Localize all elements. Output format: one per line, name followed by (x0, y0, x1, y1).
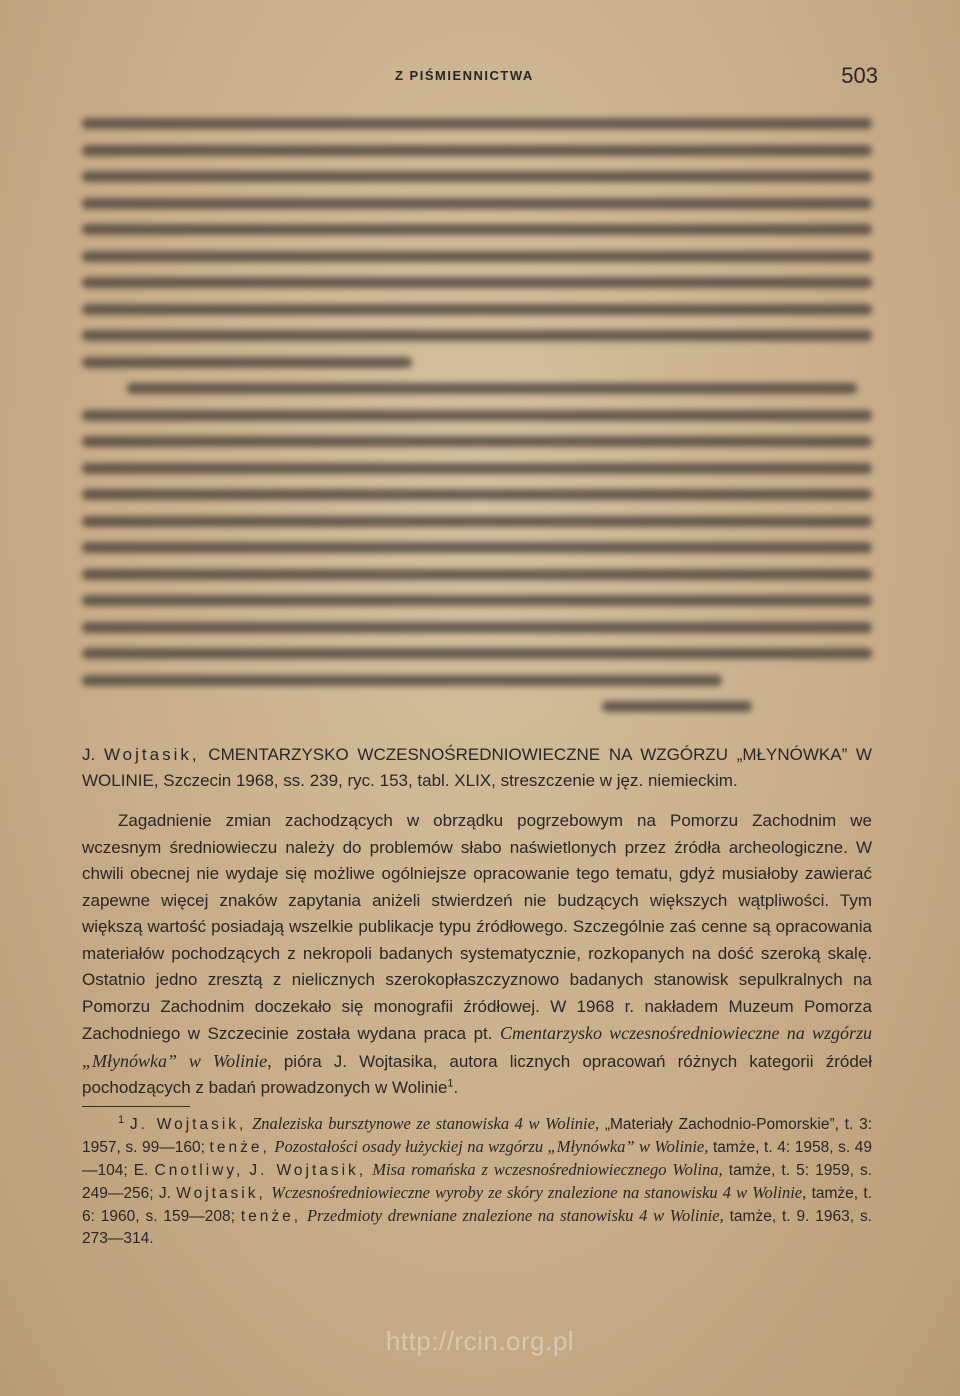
footnote-mark: 1 (118, 1113, 125, 1126)
footnote-author-4: Wojtasik, (176, 1184, 266, 1202)
footnote-author-1: J. Wojtasik, (129, 1115, 247, 1133)
paragraph-text-a: Zagadnienie zmian zachodzących w obrządku pogrzebowym na Pomorzu Zachodnim we wczesnym średniowieczu należy do problemów słabo naświetlonych przez źródła archeologiczne. W chwili obecnej nie wydaje się możliwe ogólniejsze opracowanie tego tematu, gdyż musiałoby zawierać zapewne więcej znaków zapytania aniżeli stwierdzeń nie budzących większych wątpliwości. Tym większą wartość posiadają wszelkie publikacje typu źródłowego. Szczególnie zaś cenne są opracowania materiałów pochodzących z nekropoli badanych systematycznie, rozkopanych na dość szeroką skalę. Ostatnio jedno zresztą z nielicznych szerokopłaszczyznowo badanych stanowisk sepulkralnych na Pomorzu Zachodnim doczekało się monografii źródłowej. W 1968 r. nakładem Muzeum Pomorza Zachodniego w Szczecinie została wydana praca pt. (82, 811, 872, 1043)
paragraph-text-b: pióra J. Wojtasika, autora licznych opracowań różnych kategorii źródeł pochodzących z badań prowadzonych w Wolinie (82, 1051, 873, 1097)
footnote-title-1: Znaleziska bursztynowe ze stanowiska 4 w Wolinie, (252, 1113, 600, 1133)
paragraph-book-title: Cmentarzysko wczesnośredniowieczne na wzgórzu „Młynówka” w Wolinie, (82, 1023, 872, 1071)
footnote-title-4: Wczesnośredniowieczne wyroby ze skóry znalezione na stanowisku 4 w Wolinie, (271, 1182, 807, 1202)
footnote-text-2: tamże, t. 4: 1958, s. 49—104; E. (82, 1138, 873, 1179)
footnote-tenze-2: tenże, (240, 1207, 302, 1225)
book-title: CMENTARZYSKO WCZESNOŚREDNIOWIECZNE NA WZGÓRZU „MŁYNÓWKA” W WOLINIE, Szczecin 1968, ss. 239, ryc. 153, tabl. XLIX, streszczenie w jęz. niemieckim. (82, 745, 872, 790)
footnote-title-5: Przedmioty drewniane znalezione na stanowisku 4 w Wolinie, (306, 1205, 724, 1225)
footnote-author-3: J. Wojtasik, (249, 1161, 367, 1179)
footnote-1 (82, 1113, 872, 1250)
footnote-author-2: Cnotliwy, (154, 1161, 244, 1179)
blurred-previous-review (82, 118, 878, 718)
footnote-text-3: tamże, t. 5: 1959, s. 249—256; J. (82, 1161, 873, 1202)
running-head: Z PIŚMIENNICTWA (395, 68, 534, 83)
author-surname: Wojtasik, (103, 745, 200, 764)
footnote-rule (82, 1106, 190, 1107)
footnote-text-4: tamże, t. 6: 1960, s. 159—208; (82, 1184, 872, 1225)
paragraph-end: . (453, 1078, 459, 1097)
page-number: 503 (841, 63, 878, 88)
review-section (82, 742, 872, 1250)
review-citation (82, 742, 872, 794)
review-paragraph (82, 808, 872, 1102)
footnote-tenze-1: tenże, (209, 1138, 270, 1156)
watermark-url: http://rcin.org.pl (385, 1326, 575, 1356)
author-initial: J. (82, 745, 96, 764)
footnote-title-2: Pozostałości osady łużyckiej na wzgórzu „Młynówka” w Wolinie, (274, 1136, 709, 1156)
footnote-title-3: Misa romańska z wczesnośredniowiecznego Wolina, (372, 1159, 723, 1179)
page-header (0, 63, 960, 96)
footnote-reference: 1 (447, 1077, 454, 1090)
footnote-text-1: „Materiały Zachodnio-Pomorskie”, t. 3: 1957, s. 99—160; (82, 1115, 873, 1156)
footnote-text-5: tamże, t. 9. 1963, s. 273—314. (82, 1207, 873, 1247)
